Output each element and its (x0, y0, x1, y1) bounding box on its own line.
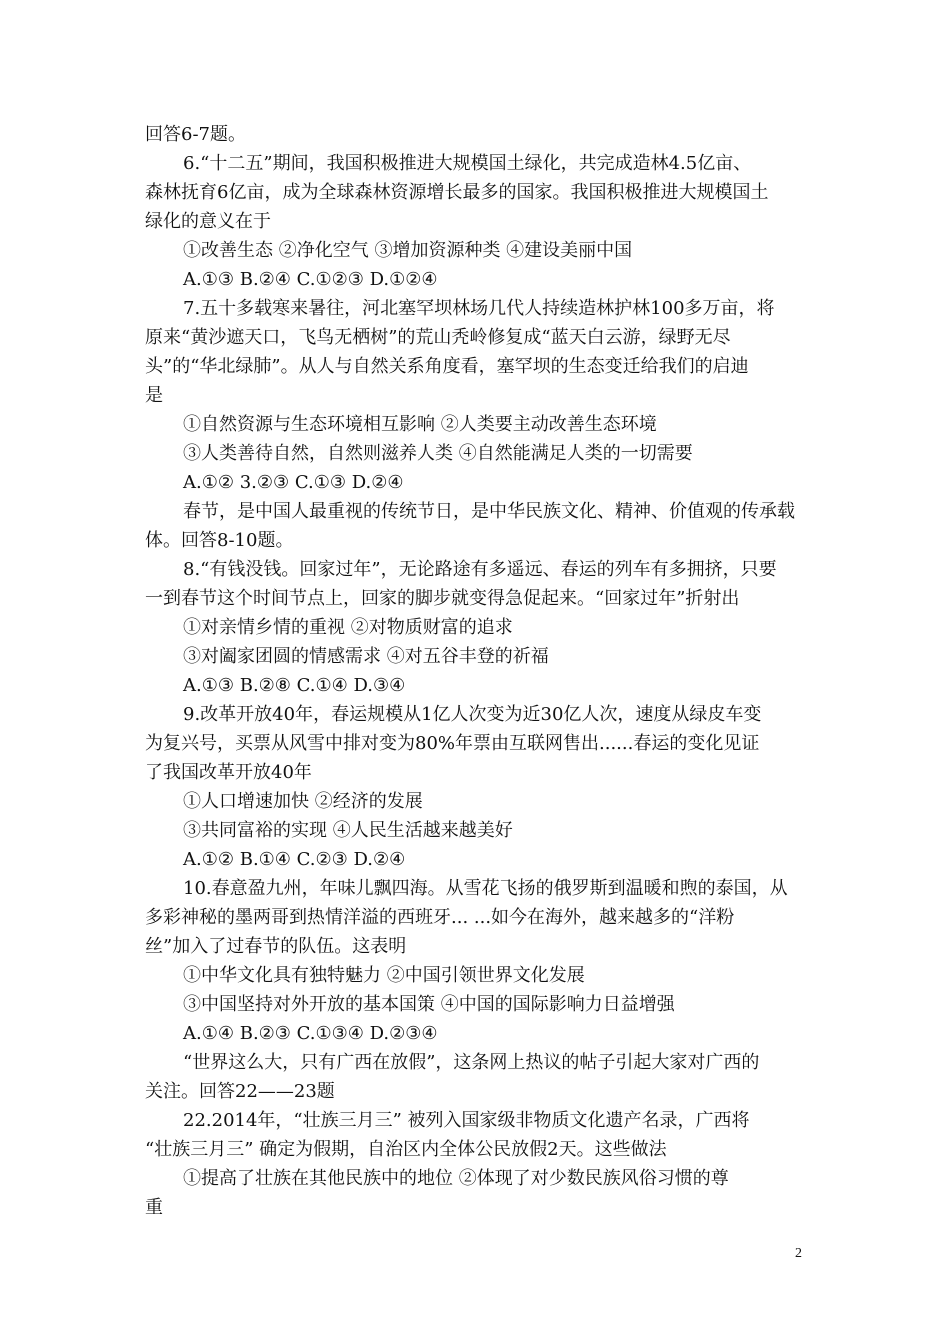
text-line: 8.“有钱没钱。回家过年”，无论路途有多遥远、春运的列车有多拥挤，只要 (183, 559, 777, 580)
text-line: A.①④ B.②③ C.①③④ D.②③④ (183, 1023, 438, 1044)
text-line: ①改善生态 ②净化空气 ③增加资源种类 ④建设美丽中国 (183, 240, 633, 261)
text-line: ①提高了壮族在其他民族中的地位 ②体现了对少数民族风俗习惯的尊 (183, 1168, 729, 1189)
text-line: 丝”加入了过春节的队伍。这表明 (145, 936, 407, 957)
text-line: ③共同富裕的实现 ④人民生活越来越美好 (183, 820, 513, 841)
text-line: A.①② B.①④ C.②③ D.②④ (183, 849, 406, 870)
text-line: 了我国改革开放40年 (145, 762, 312, 783)
text-line: 头”的“华北绿肺”。从人与自然关系角度看，塞罕坝的生态变迁给我们的启迪 (145, 356, 749, 377)
text-line: 回答6-7题。 (145, 124, 246, 145)
text-line: 10.春意盈九州，年味儿飘四海。从雪花飞扬的俄罗斯到温暖和煦的泰国，从 (183, 878, 788, 899)
text-line: 是 (145, 385, 163, 406)
text-line: 原来“黄沙遮天口，飞鸟无栖树”的荒山秃岭修复成“蓝天白云游，绿野无尽 (145, 327, 731, 348)
text-line: 关注。回答22——23题 (145, 1081, 335, 1102)
text-line: ①对亲情乡情的重视 ②对物质财富的追求 (183, 617, 513, 638)
text-line: ①人口增速加快 ②经济的发展 (183, 791, 423, 812)
page-number: 2 (795, 1246, 802, 1261)
text-line: A.①③ B.②④ C.①②③ D.①②④ (183, 269, 438, 290)
text-line: “壮族三月三” 确定为假期，自治区内全体公民放假2天。这些做法 (145, 1139, 667, 1160)
text-line: 森林抚育6亿亩，成为全球森林资源增长最多的国家。我国积极推进大规模国土 (145, 182, 769, 203)
text-line: 22.2014年，“壮族三月三” 被列入国家级非物质文化遗产名录，广西将 (183, 1110, 750, 1131)
text-line: A.①② 3.②③ C.①③ D.②④ (183, 472, 404, 493)
text-line: ③人类善待自然，自然则滋养人类 ④自然能满足人类的一切需要 (183, 443, 693, 464)
text-line: ①自然资源与生态环境相互影响 ②人类要主动改善生态环境 (183, 414, 657, 435)
text-line: 多彩神秘的墨两哥到热情洋溢的西班牙... ...如今在海外，越来越多的“洋粉 (145, 907, 735, 928)
text-line: 9.改革开放40年，春运规模从1亿人次变为近30亿人次，速度从绿皮车变 (183, 704, 762, 725)
text-line: 6.“十二五”期间，我国积极推进大规模国土绿化，共完成造林4.5亿亩、 (183, 153, 752, 174)
text-line: ①中华文化具有独特魅力 ②中国引领世界文化发展 (183, 965, 585, 986)
text-line: 7.五十多载寒来暑往，河北塞罕坝林场几代人持续造林护林100多万亩，将 (183, 298, 775, 319)
text-line: 一到春节这个时间节点上，回家的脚步就变得急促起来。“回家过年”折射出 (145, 588, 740, 609)
text-line: 重 (145, 1197, 163, 1218)
document-body (145, 120, 810, 1222)
text-line: 体。回答8-10题。 (145, 530, 294, 551)
text-line: 春节，是中国人最重视的传统节日，是中华民族文化、精神、价值观的传承载 (183, 501, 795, 522)
text-line: A.①③ B.②⑧ C.①④ D.③④ (183, 675, 406, 696)
text-line: ③中国坚持对外开放的基本国策 ④中国的国际影响力日益增强 (183, 994, 675, 1015)
text-line: “世界这么大，只有广西在放假”，这条网上热议的帖子引起大家对广西的 (183, 1052, 760, 1073)
text-line: 绿化的意义在于 (145, 211, 271, 232)
text-line: ③对阖家团圆的情感需求 ④对五谷丰登的祈福 (183, 646, 549, 667)
text-line: 为复兴号，买票从风雪中排对变为80%年票由互联网售出......春运的变化见证 (145, 733, 760, 754)
